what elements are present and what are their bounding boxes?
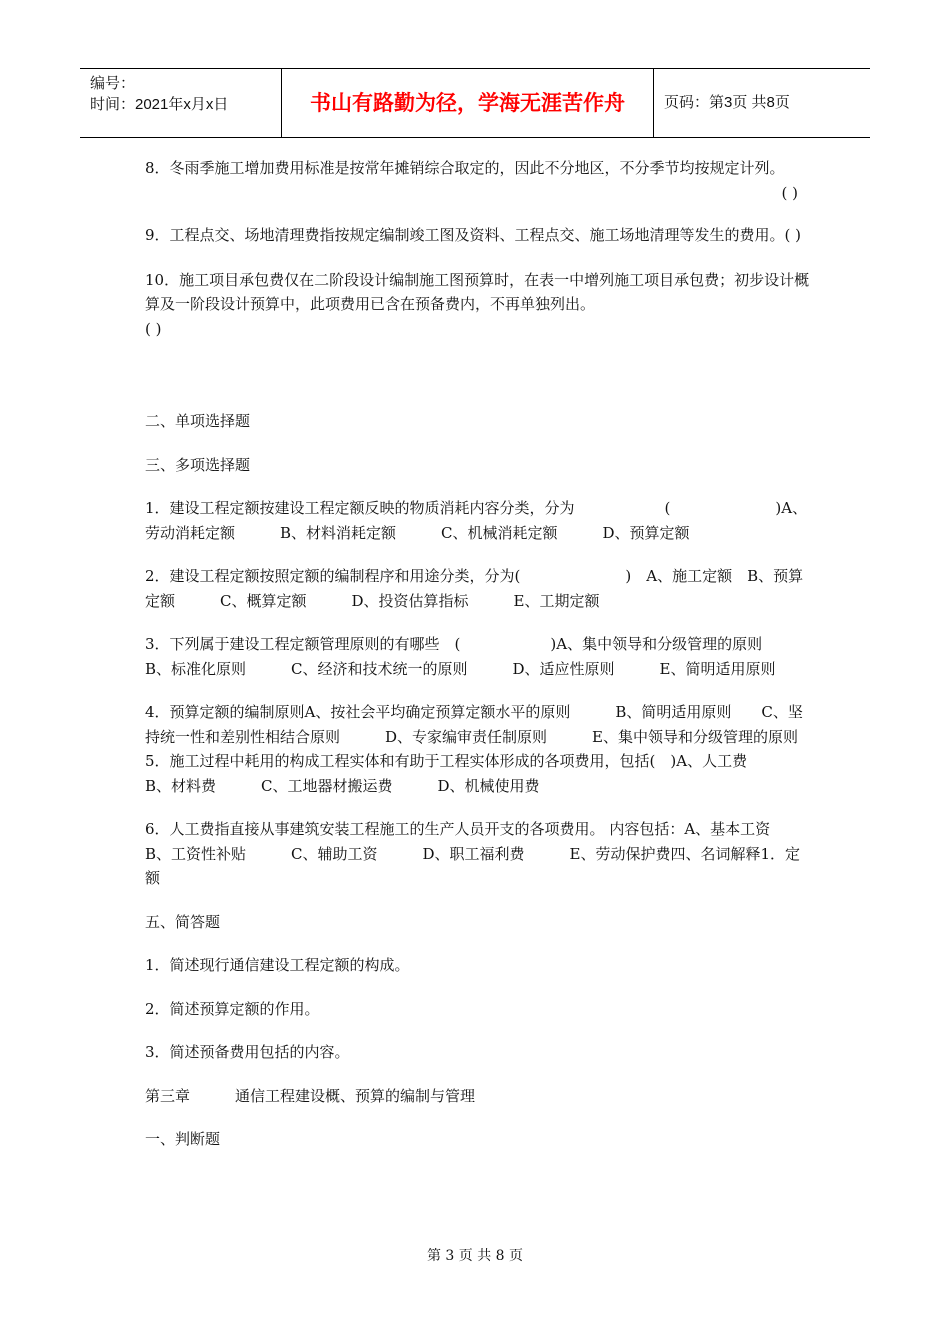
serial-number-label: 编号： [90,75,136,92]
section-single-choice: 二、单项选择题 [145,412,251,430]
page-footer: 第 3 页 共 8 页 [426,1248,524,1264]
multi-question-3: 3．下列属于建设工程定额管理原则的有哪些 ( )A、集中领导和分级管理的原则 B、标准化原则 C、经济和技术统一的原则 D、适应性原则 E、简明适用原则 [145,635,808,678]
question-8-blank: ( ) [781,183,798,202]
question-8-text: 8．冬雨季施工增加费用标准是按常年摊销综合取定的，因此不分地区，不分季节均按规定计列。 [145,159,785,177]
question-10-text: 10．施工项目承包费仅在二阶段设计编制施工图预算时，在表一中增列施工项目承包费；初步设计概算及一阶段设计预算中，此项费用已含在预备费内，不再单独列出。 [145,270,810,313]
short-question-2: 2．简述预算定额的作用。 [145,999,320,1018]
page-header [80,68,870,138]
question-10 [145,268,810,342]
chapter-3-section-true-false: 一、判断题 [145,1130,221,1148]
document-body [145,156,810,1152]
header-page-number: 页码：第3页 共8页 [664,94,790,111]
short-question-1: 1．简述现行通信建设工程定额的构成。 [145,956,410,974]
header-motto: 书山有路勤为径，学海无涯苦作舟 [282,69,654,137]
section-multi-choice: 三、多项选择题 [145,455,251,474]
section-short-answer: 五、简答题 [145,912,221,931]
multi-question-4-5: 4．预算定额的编制原则A、按社会平均确定预算定额水平的原则 B、简明适用原则 C、坚持统一性和差别性相结合原则 D、专家编审责任制原则 E、集中领导和分级管理的原则5．施工过程中耗用的构成工程实体和有助于工程实体形成的各项费用，包括( )A、人工费 B、材料费 C、工地器材搬运费 D、机械使用费 [145,703,803,795]
multi-question-1: 1．建设工程定额按建设工程定额反映的物质消耗内容分类，分为 ( )A、劳动消耗定额 B、材料消耗定额 C、机械消耗定额 D、预算定额 [145,499,808,542]
header-meta-cell [80,69,282,137]
question-10-blank: ( ) [145,319,162,338]
question-9: 9．工程点交、场地清理费指按规定编制竣工图及资料、工程点交、施工场地清理等发生的费用。( ) [145,226,802,244]
chapter-3-title: 第三章 通信工程建设概、预算的编制与管理 [145,1086,476,1105]
multi-question-2: 2．建设工程定额按照定额的编制程序和用途分类，分为( ) A、施工定额 B、预算定额 C、概算定额 D、投资估算指标 E、工期定额 [145,567,804,610]
question-8 [145,156,810,205]
date-label: 时间：2021年x月x日 [90,96,229,113]
short-question-3: 3．简述预备费用包括的内容。 [145,1043,350,1061]
multi-question-6: 6．人工费指直接从事建筑安装工程施工的生产人员开支的各项费用。 内容包括：A、基本工资 B、工资性补贴 C、辅助工资 D、职工福利费 E、劳动保护费四、名词解释1．定额 [145,820,801,887]
